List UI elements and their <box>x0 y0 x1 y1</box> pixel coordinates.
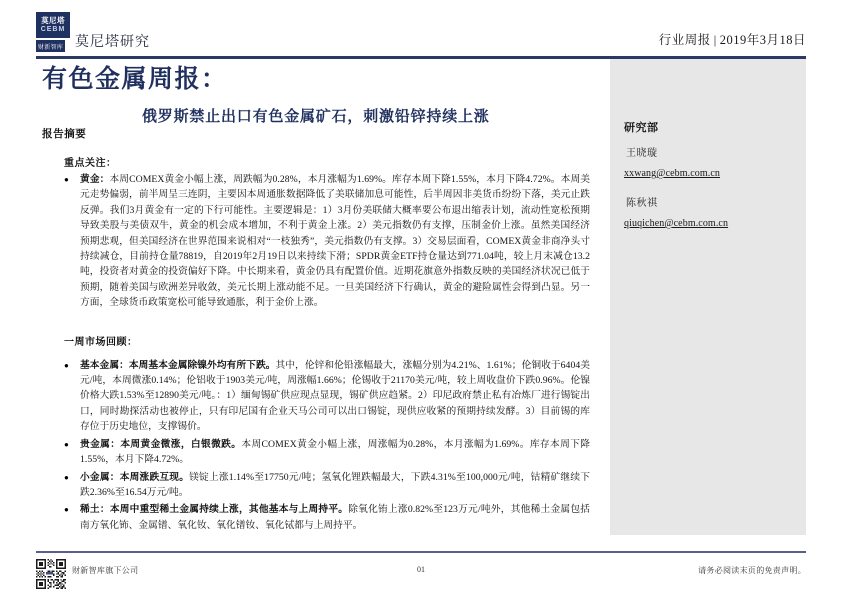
sidebar-heading: 研究部 <box>624 122 659 134</box>
page-header <box>0 0 842 58</box>
bullet-dot-icon: ● <box>64 360 69 370</box>
bullet-gold-text: 本周COMEX黄金小幅上涨，周跌幅为0.28%，本月涨幅为1.69%。库存本周下降1.55%，本月下降4.72%。本周美元走势偏弱，前半周呈三连阴，主要因本周通胀数据降低了美联储加息可能性，后半周因非美货币纷纷下落，美元止跌反弹。我们3月黄金有一定的下行可能性。主要逻辑是：1）3月份美联储大概率要公布退出缩表计划，流动性宽松预期导致美股与美债双牛，黄金的机会成本增加，不利于黄金上涨。2）美元指数仍有支撑，压制金价上涨。虽然美国经济预期悲观，但美国经济在世界范围来说相对“一枝独秀”，美元指数仍有支撑。3）交易层面看，COMEX黄金非商净头寸持续减仓，目前持仓量78819，自2019年2月19日以来持续下滑；SPDR黄金ETF持仓量达到771.04吨，较上月末减仓13.2吨，投资者对黄金的投资偏好下降。中长期来看，黄金仍具有配置价值。近期花旗意外指数反映的美国经济状况已低于预期，随着美国与欧洲差异收敛，美元长期上涨动能不足。一旦美国经济下行确认，黄金的避险属性会得到凸显。另一方面，全球货币政策宽松可能导致通胀，利于金价上涨。 <box>80 174 591 309</box>
bullet-precious-metals-text: 本周COMEX黄金小幅上涨，周涨幅为0.28%，本月涨幅为1.69%。库存本周下降1.55%，本月下降4.72%。 <box>80 438 591 466</box>
bullet-rare-earth-text: 除氧化铕上涨0.82%至123万元/吨外，其他稀土金属包括南方氧化钸、金属镨、氧化钕、氧化镨钕、氧化铽都与上周持平。 <box>80 504 590 531</box>
bullet-minor-metals-label: 小金属： <box>80 471 120 483</box>
page-subtitle: 俄罗斯禁止出口有色金属矿石，刺激铅锌持续上涨 <box>142 109 490 126</box>
analyst-entry <box>624 194 792 231</box>
bullet-gold-body <box>80 172 590 311</box>
bullet-precious-metals-lead: 本周黄金微涨，白银微跌。 <box>120 438 242 450</box>
header-meta <box>659 30 806 48</box>
bullet-minor-metals-text: 镁锭上涨1.14%至17750元/吨；氢氧化锂跌幅最大，下跌4.31%至100,000元/吨，钴精矿继续下跌2.36%至16.54万元/吨。 <box>80 471 591 498</box>
bullet-gold <box>64 172 590 311</box>
bullet-base-metals <box>64 358 590 435</box>
logo-mark-cn: 莫尼塔 <box>41 16 65 25</box>
analyst-entry <box>624 144 792 181</box>
bullet-base-metals-label: 基本金属： <box>80 359 129 371</box>
report-date: 2019年3月18日 <box>719 33 806 47</box>
page-title: 有色金属周报： <box>42 66 228 93</box>
spacer <box>42 313 590 333</box>
logo-tagline: 财新智库 <box>36 40 65 52</box>
spacer <box>42 351 590 358</box>
page-footer <box>0 555 842 595</box>
bullet-dot-icon: ● <box>64 505 69 515</box>
logo-stack <box>36 12 70 52</box>
review-heading: 一周市场回顾： <box>64 336 138 348</box>
footer-divider <box>36 551 806 553</box>
bullet-base-metals-text: 其中，伦锌和伦铅涨幅最大，涨幅分别为4.21%、1.61%；伦铜收于6404美元/吨，本周微涨0.14%；伦铝收于1903美元/吨，周涨幅1.66%；伦锡收于21170美元/吨，较上周收盘价下跌0.96%。伦镍价格大跌1.53%至12890美元/吨。：1）缅甸锡矿供应现点显现，锡矿供应趋紧。2）印尼政府禁止私有冶炼厂进行锡锭出口，同时勘探活动也被停止，只有印尼国有企业天马公司可以出口锡锭，现供应收紧的预期持续发酵。3）目前锡的库存位于历史地位，支撑锡价。 <box>80 359 591 433</box>
brand-name: 莫尼塔研究 <box>75 35 150 50</box>
bullet-precious-metals-label: 贵金属： <box>80 438 121 450</box>
summary-heading: 报告摘要 <box>42 129 87 140</box>
analyst-name: 陈秋祺 <box>626 198 658 209</box>
bullet-dot-icon: ● <box>64 472 69 482</box>
report-body <box>42 126 590 535</box>
bullet-gold-label: 黄金： <box>80 174 110 185</box>
analyst-email-link[interactable]: xxwang@cebm.com.cn <box>624 168 720 179</box>
bullet-rare-earth <box>64 502 590 533</box>
bullet-minor-metals-lead: 本周涨跌互现。 <box>119 471 190 483</box>
bullet-dot-icon: ● <box>64 439 69 449</box>
bullet-base-metals-body <box>80 358 590 435</box>
focus-heading: 重点关注： <box>64 158 117 169</box>
footer-page-number: 01 <box>417 565 425 574</box>
bullet-precious-metals <box>64 437 590 468</box>
bullet-dot-icon: ● <box>64 175 69 184</box>
header-separator: | <box>713 33 717 47</box>
spacer <box>42 147 590 154</box>
footer-company: 财新智库旗下公司 <box>72 566 139 575</box>
report-type-label: 行业周报 <box>658 33 711 47</box>
qr-code-icon <box>36 559 66 589</box>
analyst-sidebar <box>610 59 806 535</box>
bullet-rare-earth-lead: 本周中重型稀土金属持续上涨，其他基本与上周持平。 <box>109 504 349 516</box>
bullet-minor-metals <box>64 470 590 501</box>
bullet-minor-metals-body <box>80 470 590 501</box>
logo-mark-en: CEBM <box>40 26 66 33</box>
bullet-precious-metals-body <box>80 437 590 468</box>
bullet-rare-earth-label: 稀土： <box>80 504 110 516</box>
analyst-email-link[interactable]: qiuqichen@cebm.com.cn <box>624 218 729 229</box>
bullet-base-metals-lead: 本周基本金属除镍外均有所下跌。 <box>128 359 276 371</box>
logo-mark-icon <box>36 12 70 38</box>
bullet-rare-earth-body <box>80 502 590 533</box>
brand-logo <box>36 12 150 52</box>
title-block <box>42 64 587 126</box>
analyst-name: 王晓璇 <box>626 148 658 159</box>
footer-disclaimer: 请务必阅读末页的免责声明。 <box>698 566 806 575</box>
